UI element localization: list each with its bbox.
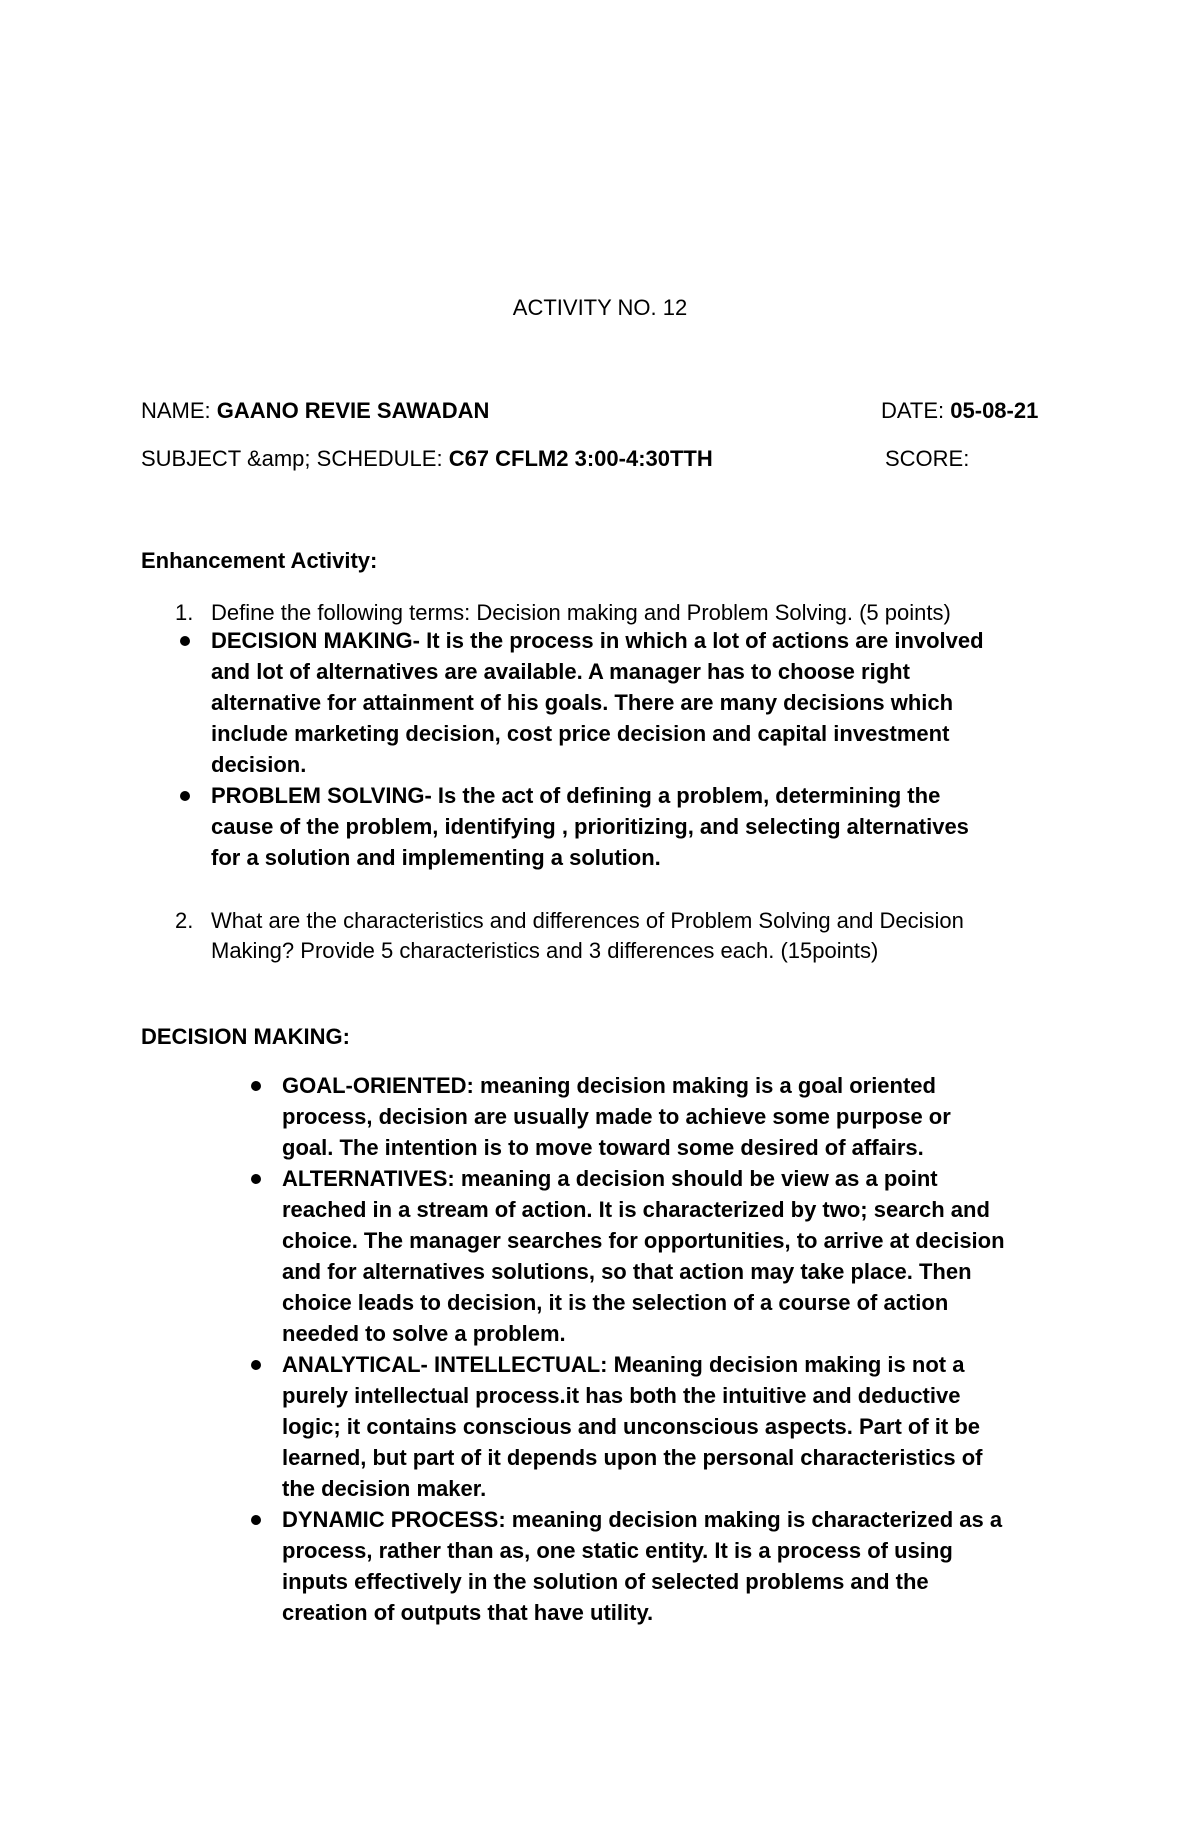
characteristic-line: inputs effectively in the solution of selected problems and the	[282, 1569, 929, 1594]
answer-line: DECISION MAKING- It is the process in which a lot of actions are involved	[211, 628, 984, 653]
characteristic-analytical-intellectual	[282, 1349, 1005, 1504]
answer-line: decision.	[211, 752, 307, 777]
characteristic-line: the decision maker.	[282, 1476, 487, 1501]
decision-making-heading: DECISION MAKING:	[141, 1024, 350, 1049]
characteristic-line: process, decision are usually made to achieve some purpose or	[282, 1104, 951, 1129]
answer-line: include marketing decision, cost price decision and capital investment	[211, 721, 950, 746]
characteristic-line: DYNAMIC PROCESS: meaning decision making is characterized as a	[282, 1507, 1003, 1532]
enhancement-heading: Enhancement Activity:	[141, 548, 378, 573]
characteristic-line: goal. The intention is to move toward some desired of affairs.	[282, 1135, 924, 1160]
answer-line: and lot of alternatives are available. A manager has to choose right	[211, 659, 910, 684]
name-label: NAME:	[141, 398, 217, 423]
question-2-number: 2.	[175, 908, 194, 933]
answer-line: for a solution and implementing a solution.	[211, 845, 661, 870]
characteristic-line: logic; it contains conscious and unconscious aspects. Part of it be	[282, 1414, 981, 1439]
characteristic-dynamic-process	[282, 1504, 1005, 1628]
characteristic-line: ANALYTICAL- INTELLECTUAL: Meaning decision making is not a	[282, 1352, 965, 1377]
characteristic-line: and for alternatives solutions, so that action may take place. Then	[282, 1259, 972, 1284]
decision-making-characteristics	[282, 1070, 1005, 1628]
answer-line: PROBLEM SOLVING- Is the act of defining a problem, determining the	[211, 783, 941, 808]
characteristic-line: choice. The manager searches for opportunities, to arrive at decision	[282, 1228, 1005, 1253]
activity-title: ACTIVITY NO. 12	[512, 295, 688, 320]
characteristic-alternatives	[282, 1163, 1005, 1349]
characteristic-line: reached in a stream of action. It is characterized by two; search and	[282, 1197, 990, 1222]
question-2-line-2: Making? Provide 5 characteristics and 3 differences each. (15points)	[211, 938, 879, 963]
characteristic-goal-oriented	[282, 1070, 1005, 1163]
name-value: GAANO REVIE SAWADAN	[216, 398, 490, 423]
question-1-number: 1.	[175, 600, 194, 625]
date-field	[881, 396, 1038, 426]
date-value: 05-08-21	[950, 398, 1039, 423]
bullet-icon	[180, 636, 190, 646]
answer-line: alternative for attainment of his goals. There are many decisions which	[211, 690, 954, 715]
name-field	[141, 396, 489, 426]
date-label: DATE:	[881, 398, 951, 423]
characteristic-line: process, rather than as, one static entity. It is a process of using	[282, 1538, 953, 1563]
bullet-icon	[251, 1081, 261, 1091]
characteristic-line: GOAL-ORIENTED: meaning decision making is a goal oriented	[282, 1073, 936, 1098]
characteristic-line: needed to solve a problem.	[282, 1321, 566, 1346]
answer-problem-solving	[211, 780, 984, 873]
characteristic-line: ALTERNATIVES: meaning a decision should be view as a point	[282, 1166, 938, 1191]
question-1-answers	[211, 625, 984, 873]
answer-line: cause of the problem, identifying , prioritizing, and selecting alternatives	[211, 814, 969, 839]
bullet-icon	[251, 1360, 261, 1370]
answer-decision-making	[211, 625, 984, 780]
question-1-text: Define the following terms: Decision making and Problem Solving. (5 points)	[211, 600, 951, 625]
score-label: SCORE:	[885, 446, 970, 471]
question-2-line-1: What are the characteristics and differences of Problem Solving and Decision	[211, 908, 964, 933]
score-field	[885, 444, 969, 474]
subject-label: SUBJECT &amp; SCHEDULE:	[141, 446, 449, 471]
bullet-icon	[251, 1515, 261, 1525]
subject-value: C67 CFLM2 3:00-4:30TTH	[448, 446, 713, 471]
characteristic-line: choice leads to decision, it is the selection of a course of action	[282, 1290, 949, 1315]
bullet-icon	[251, 1174, 261, 1184]
subject-field	[141, 444, 713, 474]
bullet-icon	[180, 791, 190, 801]
characteristic-line: creation of outputs that have utility.	[282, 1600, 654, 1625]
characteristic-line: learned, but part of it depends upon the personal characteristics of	[282, 1445, 983, 1470]
characteristic-line: purely intellectual process.it has both the intuitive and deductive	[282, 1383, 961, 1408]
